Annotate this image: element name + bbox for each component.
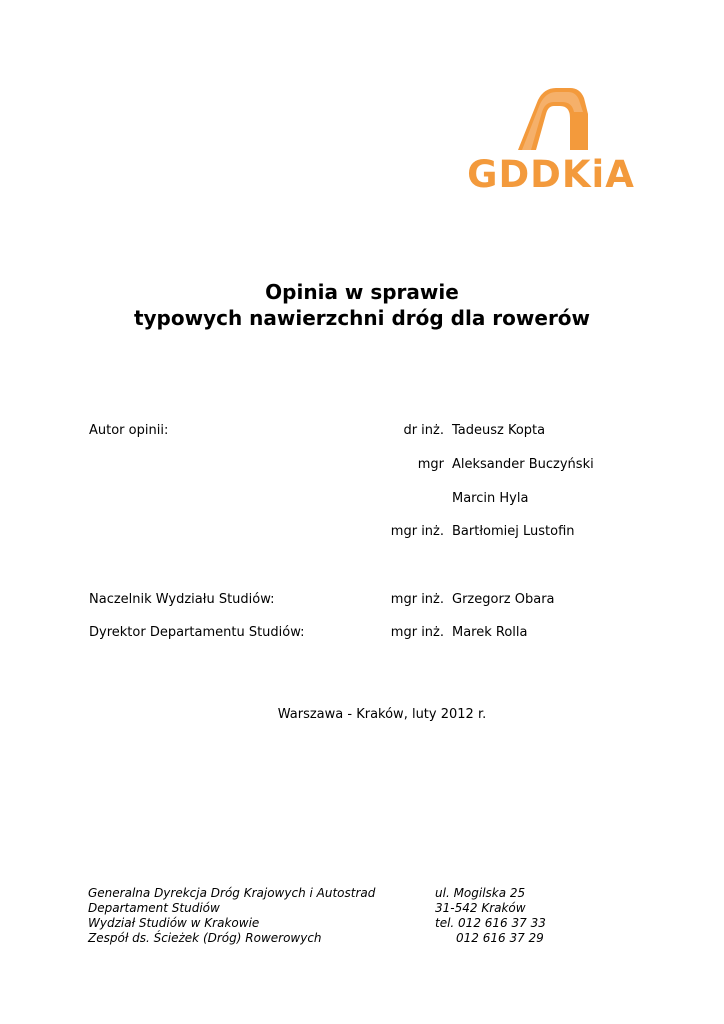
official-degree: mgr inż. [390, 625, 444, 640]
official-name: Marek Rolla [452, 625, 528, 640]
author-name: Tadeusz Kopta [452, 423, 546, 438]
footer-address-line: 31-542 Kraków [435, 901, 526, 915]
footer-organization-line: Departament Studiów [88, 901, 220, 915]
authors-label: Autor opinii: [89, 423, 169, 438]
official-name: Grzegorz Obara [452, 592, 555, 607]
footer-organization-line: Zespół ds. Ścieżek (Dróg) Rowerowych [88, 931, 322, 945]
author-name: Marcin Hyla [452, 491, 529, 506]
official-role-label: Naczelnik Wydziału Studiów: [89, 592, 275, 607]
footer-organization-block [88, 886, 375, 946]
footer-address-block [435, 886, 546, 946]
footer-address-line: 012 616 37 29 [456, 931, 544, 945]
place-and-date: Warszawa - Kraków, luty 2012 r. [277, 707, 487, 722]
footer-address-line: tel. 012 616 37 33 [435, 916, 546, 930]
footer-organization-line: Wydział Studiów w Krakowie [88, 916, 260, 930]
gddkia-road-logo-icon [518, 88, 588, 150]
author-name: Bartłomiej Lustofin [452, 524, 575, 539]
footer-address-line: ul. Mogilska 25 [435, 886, 526, 900]
document-title-line-1: Opinia w sprawie [265, 280, 459, 304]
official-role-label: Dyrektor Departamentu Studiów: [89, 625, 305, 640]
official-degree: mgr inż. [390, 592, 444, 607]
author-name: Aleksander Buczyński [452, 457, 594, 472]
document-title-line-2: typowych nawierzchni dróg dla rowerów [133, 306, 591, 330]
author-degree: mgr inż. [390, 524, 444, 539]
author-degree: dr inż. [403, 423, 444, 438]
author-degree: mgr [417, 457, 444, 472]
logo-wordmark: GDDKiA [467, 153, 635, 196]
footer-organization-line: Generalna Dyrekcja Dróg Krajowych i Autostrad [88, 886, 376, 900]
